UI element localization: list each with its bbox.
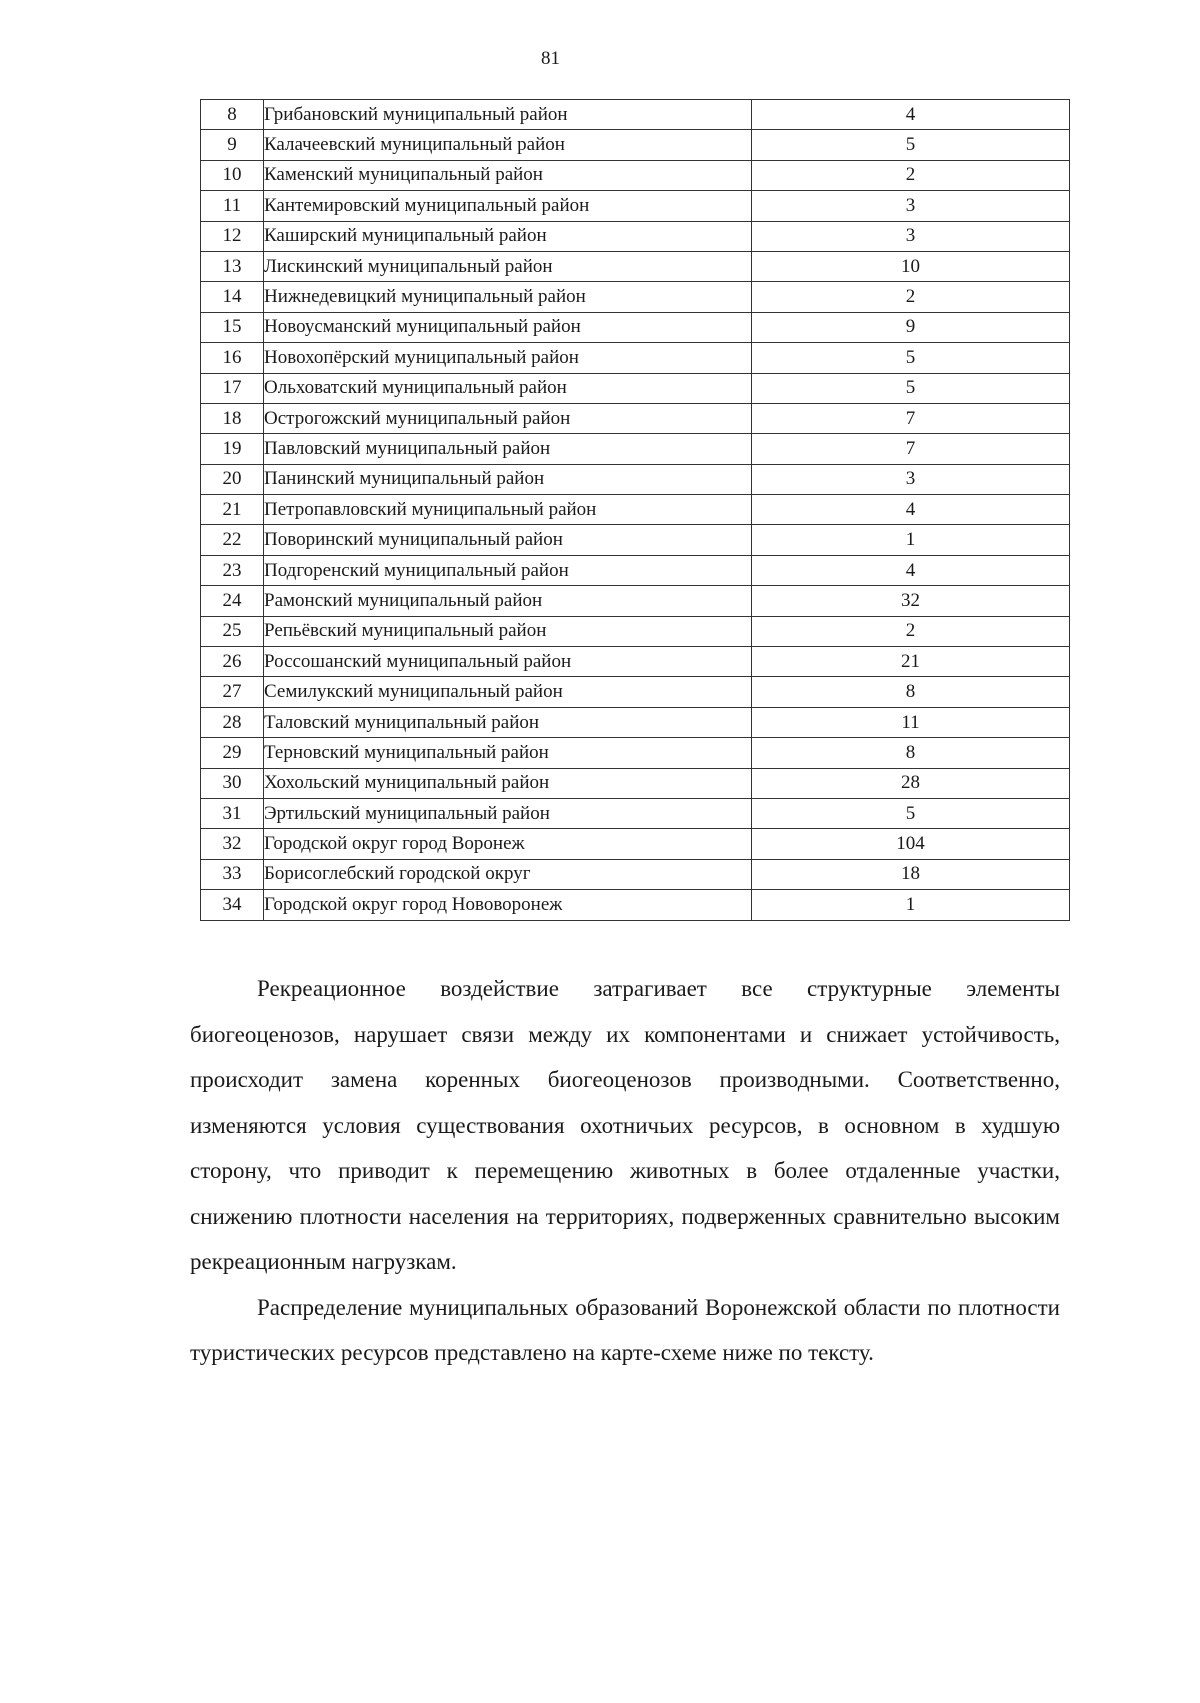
row-number-cell: 13	[201, 251, 264, 281]
table-row	[201, 677, 1070, 707]
count-value-cell: 2	[752, 616, 1070, 646]
count-value-cell: 32	[752, 586, 1070, 616]
row-number-cell: 21	[201, 495, 264, 525]
table-row	[201, 616, 1070, 646]
row-number-cell: 28	[201, 707, 264, 737]
count-value-cell: 11	[752, 707, 1070, 737]
district-name-cell: Калачеевский муниципальный район	[264, 130, 752, 160]
table-row	[201, 191, 1070, 221]
row-number-cell: 14	[201, 282, 264, 312]
table-row	[201, 312, 1070, 342]
count-value-cell: 5	[752, 798, 1070, 828]
row-number-cell: 27	[201, 677, 264, 707]
district-name-cell: Кантемировский муниципальный район	[264, 191, 752, 221]
table-row	[201, 221, 1070, 251]
table-row	[201, 403, 1070, 433]
district-name-cell: Новоусманский муниципальный район	[264, 312, 752, 342]
count-value-cell: 1	[752, 890, 1070, 920]
district-name-cell: Россошанский муниципальный район	[264, 647, 752, 677]
district-name-cell: Каширский муниципальный район	[264, 221, 752, 251]
table-row	[201, 525, 1070, 555]
count-value-cell: 104	[752, 829, 1070, 859]
table-row	[201, 100, 1070, 130]
row-number-cell: 8	[201, 100, 264, 130]
district-name-cell: Грибановский муниципальный район	[264, 100, 752, 130]
count-value-cell: 3	[752, 464, 1070, 494]
district-name-cell: Острогожский муниципальный район	[264, 403, 752, 433]
table-row	[201, 768, 1070, 798]
count-value-cell: 4	[752, 495, 1070, 525]
row-number-cell: 10	[201, 160, 264, 190]
row-number-cell: 17	[201, 373, 264, 403]
row-number-cell: 29	[201, 738, 264, 768]
count-value-cell: 3	[752, 191, 1070, 221]
table-row	[201, 738, 1070, 768]
count-value-cell: 21	[752, 647, 1070, 677]
count-value-cell: 8	[752, 738, 1070, 768]
district-name-cell: Павловский муниципальный район	[264, 434, 752, 464]
table-row	[201, 859, 1070, 889]
page-number: 81	[541, 48, 560, 69]
count-value-cell: 4	[752, 100, 1070, 130]
row-number-cell: 31	[201, 798, 264, 828]
count-value-cell: 2	[752, 160, 1070, 190]
count-value-cell: 18	[752, 859, 1070, 889]
district-name-cell: Борисоглебский городской округ	[264, 859, 752, 889]
row-number-cell: 23	[201, 555, 264, 585]
district-name-cell: Лискинский муниципальный район	[264, 251, 752, 281]
table-row	[201, 434, 1070, 464]
row-number-cell: 11	[201, 191, 264, 221]
body-text	[190, 966, 1060, 1376]
district-name-cell: Петропавловский муниципальный район	[264, 495, 752, 525]
table-row	[201, 282, 1070, 312]
row-number-cell: 16	[201, 343, 264, 373]
district-name-cell: Панинский муниципальный район	[264, 464, 752, 494]
table-row	[201, 251, 1070, 281]
district-name-cell: Подгоренский муниципальный район	[264, 555, 752, 585]
table-row	[201, 160, 1070, 190]
count-value-cell: 4	[752, 555, 1070, 585]
district-name-cell: Городской округ город Воронеж	[264, 829, 752, 859]
row-number-cell: 25	[201, 616, 264, 646]
table-row	[201, 829, 1070, 859]
count-value-cell: 7	[752, 434, 1070, 464]
count-value-cell: 2	[752, 282, 1070, 312]
table-row	[201, 798, 1070, 828]
table-row	[201, 647, 1070, 677]
row-number-cell: 12	[201, 221, 264, 251]
district-name-cell: Городской округ город Нововоронеж	[264, 890, 752, 920]
row-number-cell: 9	[201, 130, 264, 160]
row-number-cell: 24	[201, 586, 264, 616]
count-value-cell: 5	[752, 130, 1070, 160]
row-number-cell: 18	[201, 403, 264, 433]
table-row	[201, 343, 1070, 373]
district-name-cell: Терновский муниципальный район	[264, 738, 752, 768]
table-row	[201, 495, 1070, 525]
row-number-cell: 26	[201, 647, 264, 677]
district-name-cell: Эртильский муниципальный район	[264, 798, 752, 828]
row-number-cell: 30	[201, 768, 264, 798]
row-number-cell: 34	[201, 890, 264, 920]
district-name-cell: Таловский муниципальный район	[264, 707, 752, 737]
table-row	[201, 464, 1070, 494]
count-value-cell: 5	[752, 373, 1070, 403]
district-name-cell: Новохопёрский муниципальный район	[264, 343, 752, 373]
district-name-cell: Рамонский муниципальный район	[264, 586, 752, 616]
districts-table	[200, 99, 1070, 921]
district-name-cell: Нижнедевицкий муниципальный район	[264, 282, 752, 312]
count-value-cell: 9	[752, 312, 1070, 342]
count-value-cell: 3	[752, 221, 1070, 251]
row-number-cell: 15	[201, 312, 264, 342]
row-number-cell: 19	[201, 434, 264, 464]
row-number-cell: 32	[201, 829, 264, 859]
row-number-cell: 20	[201, 464, 264, 494]
count-value-cell: 8	[752, 677, 1070, 707]
district-name-cell: Хохольский муниципальный район	[264, 768, 752, 798]
table-row	[201, 890, 1070, 920]
count-value-cell: 5	[752, 343, 1070, 373]
table-row	[201, 586, 1070, 616]
count-value-cell: 1	[752, 525, 1070, 555]
district-name-cell: Поворинский муниципальный район	[264, 525, 752, 555]
paragraph-recreational-impact: Рекреационное воздействие затрагивает все структурные элементы биогеоценозов, нарушает связи между их компонентами и снижает устойчивость, происходит замена коренных биогеоценозов производными. Соответственно, изменяются условия существования охотничьих ресурсов, в основном в худшую сторону, что приводит к перемещению животных в более отдаленные участки, снижению плотности населения на территориях, подверженных сравнительно высоким рекреационным нагрузкам.	[190, 976, 1060, 1274]
district-name-cell: Каменский муниципальный район	[264, 160, 752, 190]
table-body	[201, 100, 1070, 921]
count-value-cell: 10	[752, 251, 1070, 281]
district-name-cell: Семилукский муниципальный район	[264, 677, 752, 707]
district-name-cell: Ольховатский муниципальный район	[264, 373, 752, 403]
count-value-cell: 28	[752, 768, 1070, 798]
table-row	[201, 373, 1070, 403]
row-number-cell: 33	[201, 859, 264, 889]
table-row	[201, 707, 1070, 737]
count-value-cell: 7	[752, 403, 1070, 433]
table-row	[201, 130, 1070, 160]
paragraph-distribution: Распределение муниципальных образований Воронежской области по плотности туристических ресурсов представлено на карте-схеме ниже по тексту.	[190, 1294, 1060, 1365]
district-name-cell: Репьёвский муниципальный район	[264, 616, 752, 646]
row-number-cell: 22	[201, 525, 264, 555]
table-row	[201, 555, 1070, 585]
